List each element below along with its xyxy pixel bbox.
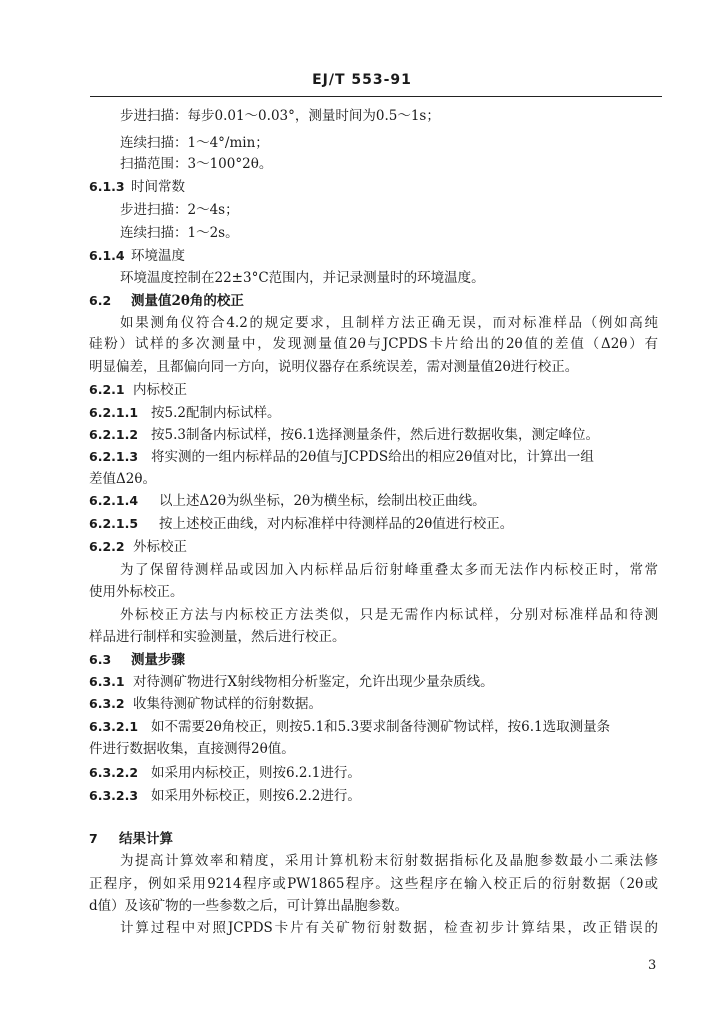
section-heading: 6.2.1.2 按5.3制备内标试样，按6.1选择测量条件，然后进行数据收集，测定峰位。 (89, 427, 599, 443)
header-rule (90, 96, 662, 97)
section-heading: 7 结果计算 (89, 831, 173, 847)
paragraph-line: 正程序，例如采用9214程序或PW1865程序。这些程序在输入校正后的衍射数据（2θ或 (89, 876, 658, 892)
text-line: 步进扫描：每步0.01～0.03°，测量时间为0.5～1s； (120, 108, 440, 124)
section-heading: 6.2 测量值2θ角的校正 (89, 293, 244, 309)
section-heading: 6.3.1 对待测矿物进行X射线物相分析鉴定，允许出现少量杂质线。 (89, 674, 494, 690)
paragraph-line: 件进行数据收集，直接测得2θ值。 (89, 741, 295, 757)
text-line: 连续扫描：1～2s。 (120, 225, 239, 241)
section-heading: 6.3.2 收集待测矿物试样的衍射数据。 (89, 696, 322, 712)
paragraph-line: 计算过程中对照JCPDS卡片有关矿物衍射数据，检查初步计算结果，改正错误的 (120, 920, 658, 936)
text-line: 扫描范围：3～100°2θ。 (120, 156, 273, 172)
text-line: 步进扫描：2～4s； (120, 202, 239, 218)
paragraph-line: 为了保留待测样品或因加入内标样品后衍射峰重叠太多而无法作内标校正时，常常 (120, 562, 658, 578)
section-heading: 6.3.2.3 如采用外标校正，则按6.2.2进行。 (89, 788, 361, 804)
standard-code-header: EJ/T 553-91 (312, 72, 412, 88)
section-heading: 6.2.1.4 以上述Δ2θ为纵坐标，2θ为横坐标，绘制出校正曲线。 (89, 493, 486, 509)
section-heading: 6.3.2.2 如采用内标校正，则按6.2.1进行。 (89, 765, 361, 781)
section-heading: 6.1.3 时间常数 (89, 179, 185, 195)
section-heading: 6.3 测量步骤 (89, 652, 185, 668)
paragraph-line: d值）及该矿物的一些参数之后，可计算出晶胞参数。 (89, 898, 409, 914)
section-heading: 6.3.2.1 如不需要2θ角校正，则按5.1和5.3要求制备待测矿物试样，按6.1选取测量条 (89, 719, 611, 735)
section-heading: 6.2.1 内标校正 (89, 382, 187, 398)
text-line: 环境温度控制在22±3°C范围内，并记录测量时的环境温度。 (120, 270, 485, 286)
section-heading: 6.2.1.1 按5.2配制内标试样。 (89, 405, 281, 421)
section-heading: 6.2.1.3 将实测的一组内标样品的2θ值与JCPDS给出的相应2θ值对比，计算出一组 (89, 449, 594, 465)
paragraph-line: 差值Δ2θ。 (89, 471, 156, 487)
paragraph-line: 外标校正方法与内标校正方法类似，只是无需作内标试样，分别对标准样品和待测 (120, 607, 658, 623)
section-heading: 6.1.4 环境温度 (89, 248, 185, 264)
paragraph-line: 使用外标校正。 (89, 584, 184, 600)
paragraph-line: 明显偏差，且都偏向同一方向，说明仪器存在系统误差，需对测量值2θ进行校正。 (89, 359, 579, 375)
paragraph-line: 如果测角仪符合4.2的规定要求，且制样方法正确无误，而对标准样品（例如高纯 (120, 315, 658, 331)
section-heading: 6.2.1.5 按上述校正曲线，对内标准样中待测样品的2θ值进行校正。 (89, 516, 514, 532)
paragraph-line: 样品进行制样和实验测量，然后进行校正。 (89, 629, 346, 645)
paragraph-line: 硅粉）试样的多次测量中，发现测量值2θ与JCPDS卡片给出的2θ值的差值（Δ2θ）有 (89, 336, 658, 352)
text-line: 连续扫描：1～4°/min； (120, 135, 269, 151)
page-number: 3 (648, 958, 657, 973)
paragraph-line: 为提高计算效率和精度，采用计算机粉末衍射数据指标化及晶胞参数最小二乘法修 (120, 853, 658, 869)
section-heading: 6.2.2 外标校正 (89, 539, 187, 555)
